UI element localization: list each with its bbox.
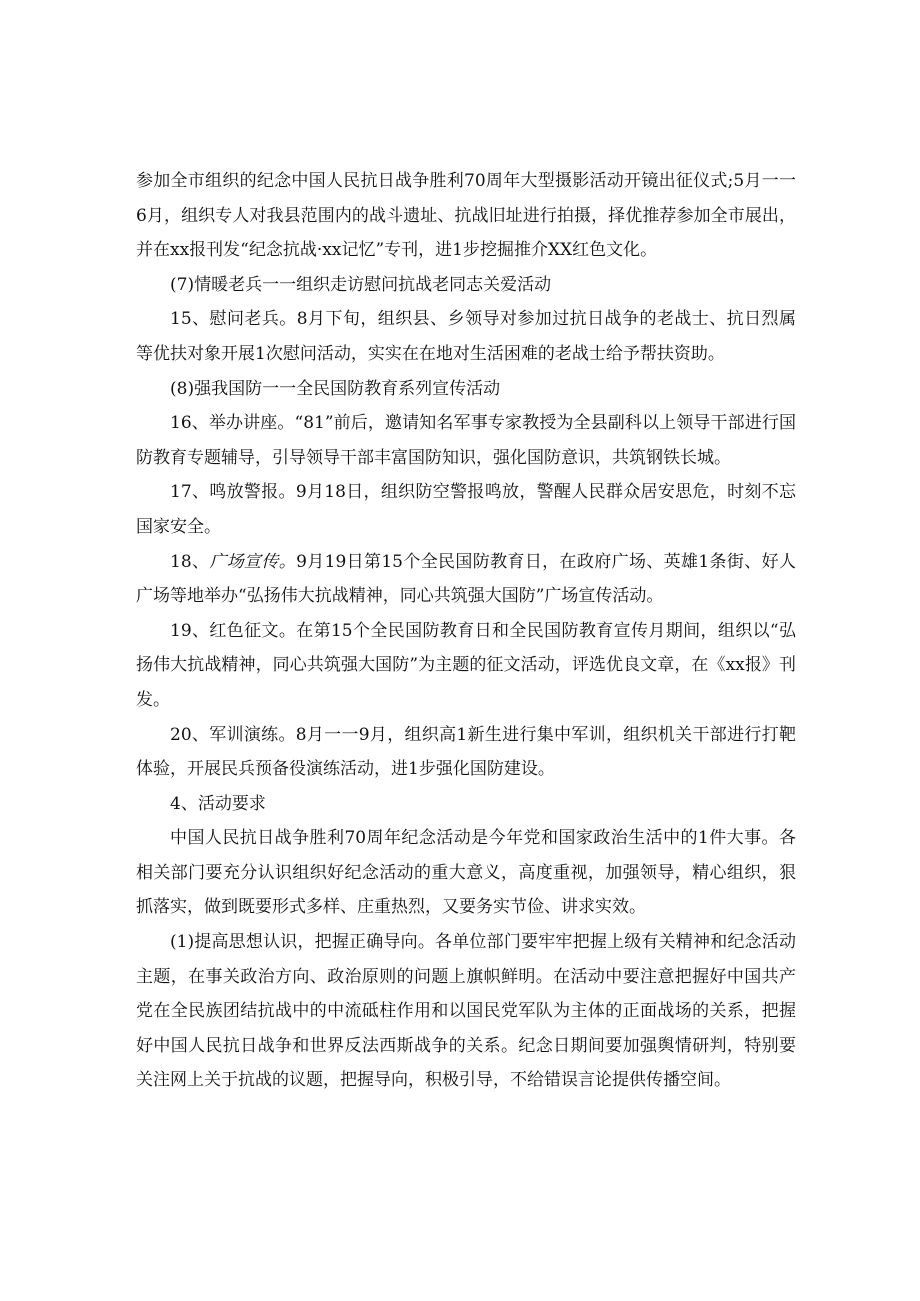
paragraph-photo-campaign: 参加全市组织的纪念中国人民抗日战争胜利70周年大型摄影活动开镜出征仪式;5月一一6月，组织专人对我县范围内的战斗遗址、抗战旧址进行拍摄，择优推荐参加全市展出，并在xx报刊发“纪念抗战·xx记忆”专刊，进1步挖掘推介XX红色文化。 (136, 171, 796, 261)
subheading-national-defense: (8)强我国防一一全民国防教育系列宣传活动 (170, 378, 501, 399)
paragraph-lead-title: 广场宣传。 (209, 551, 297, 572)
paragraph-military-training: 20、军训演练。8月一一9月，组织高1新生进行集中军训，组织机关干部进行打靶体验，开展民兵预备役演练活动，进1步强化国防建设。 (136, 724, 796, 780)
document-body (136, 164, 796, 1098)
subheading-veterans: (7)情暖老兵一一组织走访慰问抗战老同志关爱活动 (170, 274, 552, 295)
paragraph-air-raid-siren: 17、鸣放警报。9月18日，组织防空警报鸣放，警醒人民群众居安思危，时刻不忘国家安全。 (136, 482, 796, 537)
paragraph-ideological-guidance: (1)提高思想认识，把握正确导向。各单位部门要牢牢把握上级有关精神和纪念活动主题，在事关政治方向、政治原则的问题上旗帜鲜明。在活动中要注意把握好中国共产党在全民族团结抗战中的中流砥柱作用和以国民党军队为主体的正面战场的关系，把握好中国人民抗日战争和世界反法西斯战争的关系。纪念日期间要加强舆情研判，特别要关注网上关于抗战的议题，把握导向，积极引导，不给错误言论提供传播空间。 (136, 932, 796, 1091)
paragraph-body-text: 9月19日第15个全民国防教育日，在政府广场、英雄1条街、好人广场等地举办“弘扬伟大抗战精神，同心共筑强大国防”广场宣传活动。 (136, 551, 796, 607)
paragraph-square-promotion (136, 545, 796, 614)
paragraph-lead-number: 18、 (170, 551, 210, 572)
paragraph-visit-veterans: 15、慰问老兵。8月下旬，组织县、乡领导对参加过抗日战争的老战士、抗日烈属等优扶对象开展1次慰问活动，实实在在地对生活困难的老战士给予帮扶资助。 (136, 309, 796, 364)
section-heading-requirements: 4、活动要求 (170, 793, 266, 814)
paragraph-lecture: 16、举办讲座。“81”前后，邀请知名军事专家教授为全县副科以上领导干部进行国防教育专题辅导，引导领导干部丰富国防知识，强化国防意识，共筑钢铁长城。 (136, 413, 796, 468)
paragraph-essay-contest: 19、红色征文。在第15个全民国防教育日和全民国防教育宣传月期间，组织以“弘扬伟大抗战精神，同心共筑强大国防”为主题的征文活动，评选优良文章，在《xx报》刊发。 (136, 620, 796, 710)
paragraph-requirements-intro: 中国人民抗日战争胜利70周年纪念活动是今年党和国家政治生活中的1件大事。各相关部门要充分认识组织好纪念活动的重大意义，高度重视，加强领导，精心组织，狠抓落实，做到既要形式多样、庄重热烈，又要务实节俭、讲求实效。 (136, 828, 796, 918)
